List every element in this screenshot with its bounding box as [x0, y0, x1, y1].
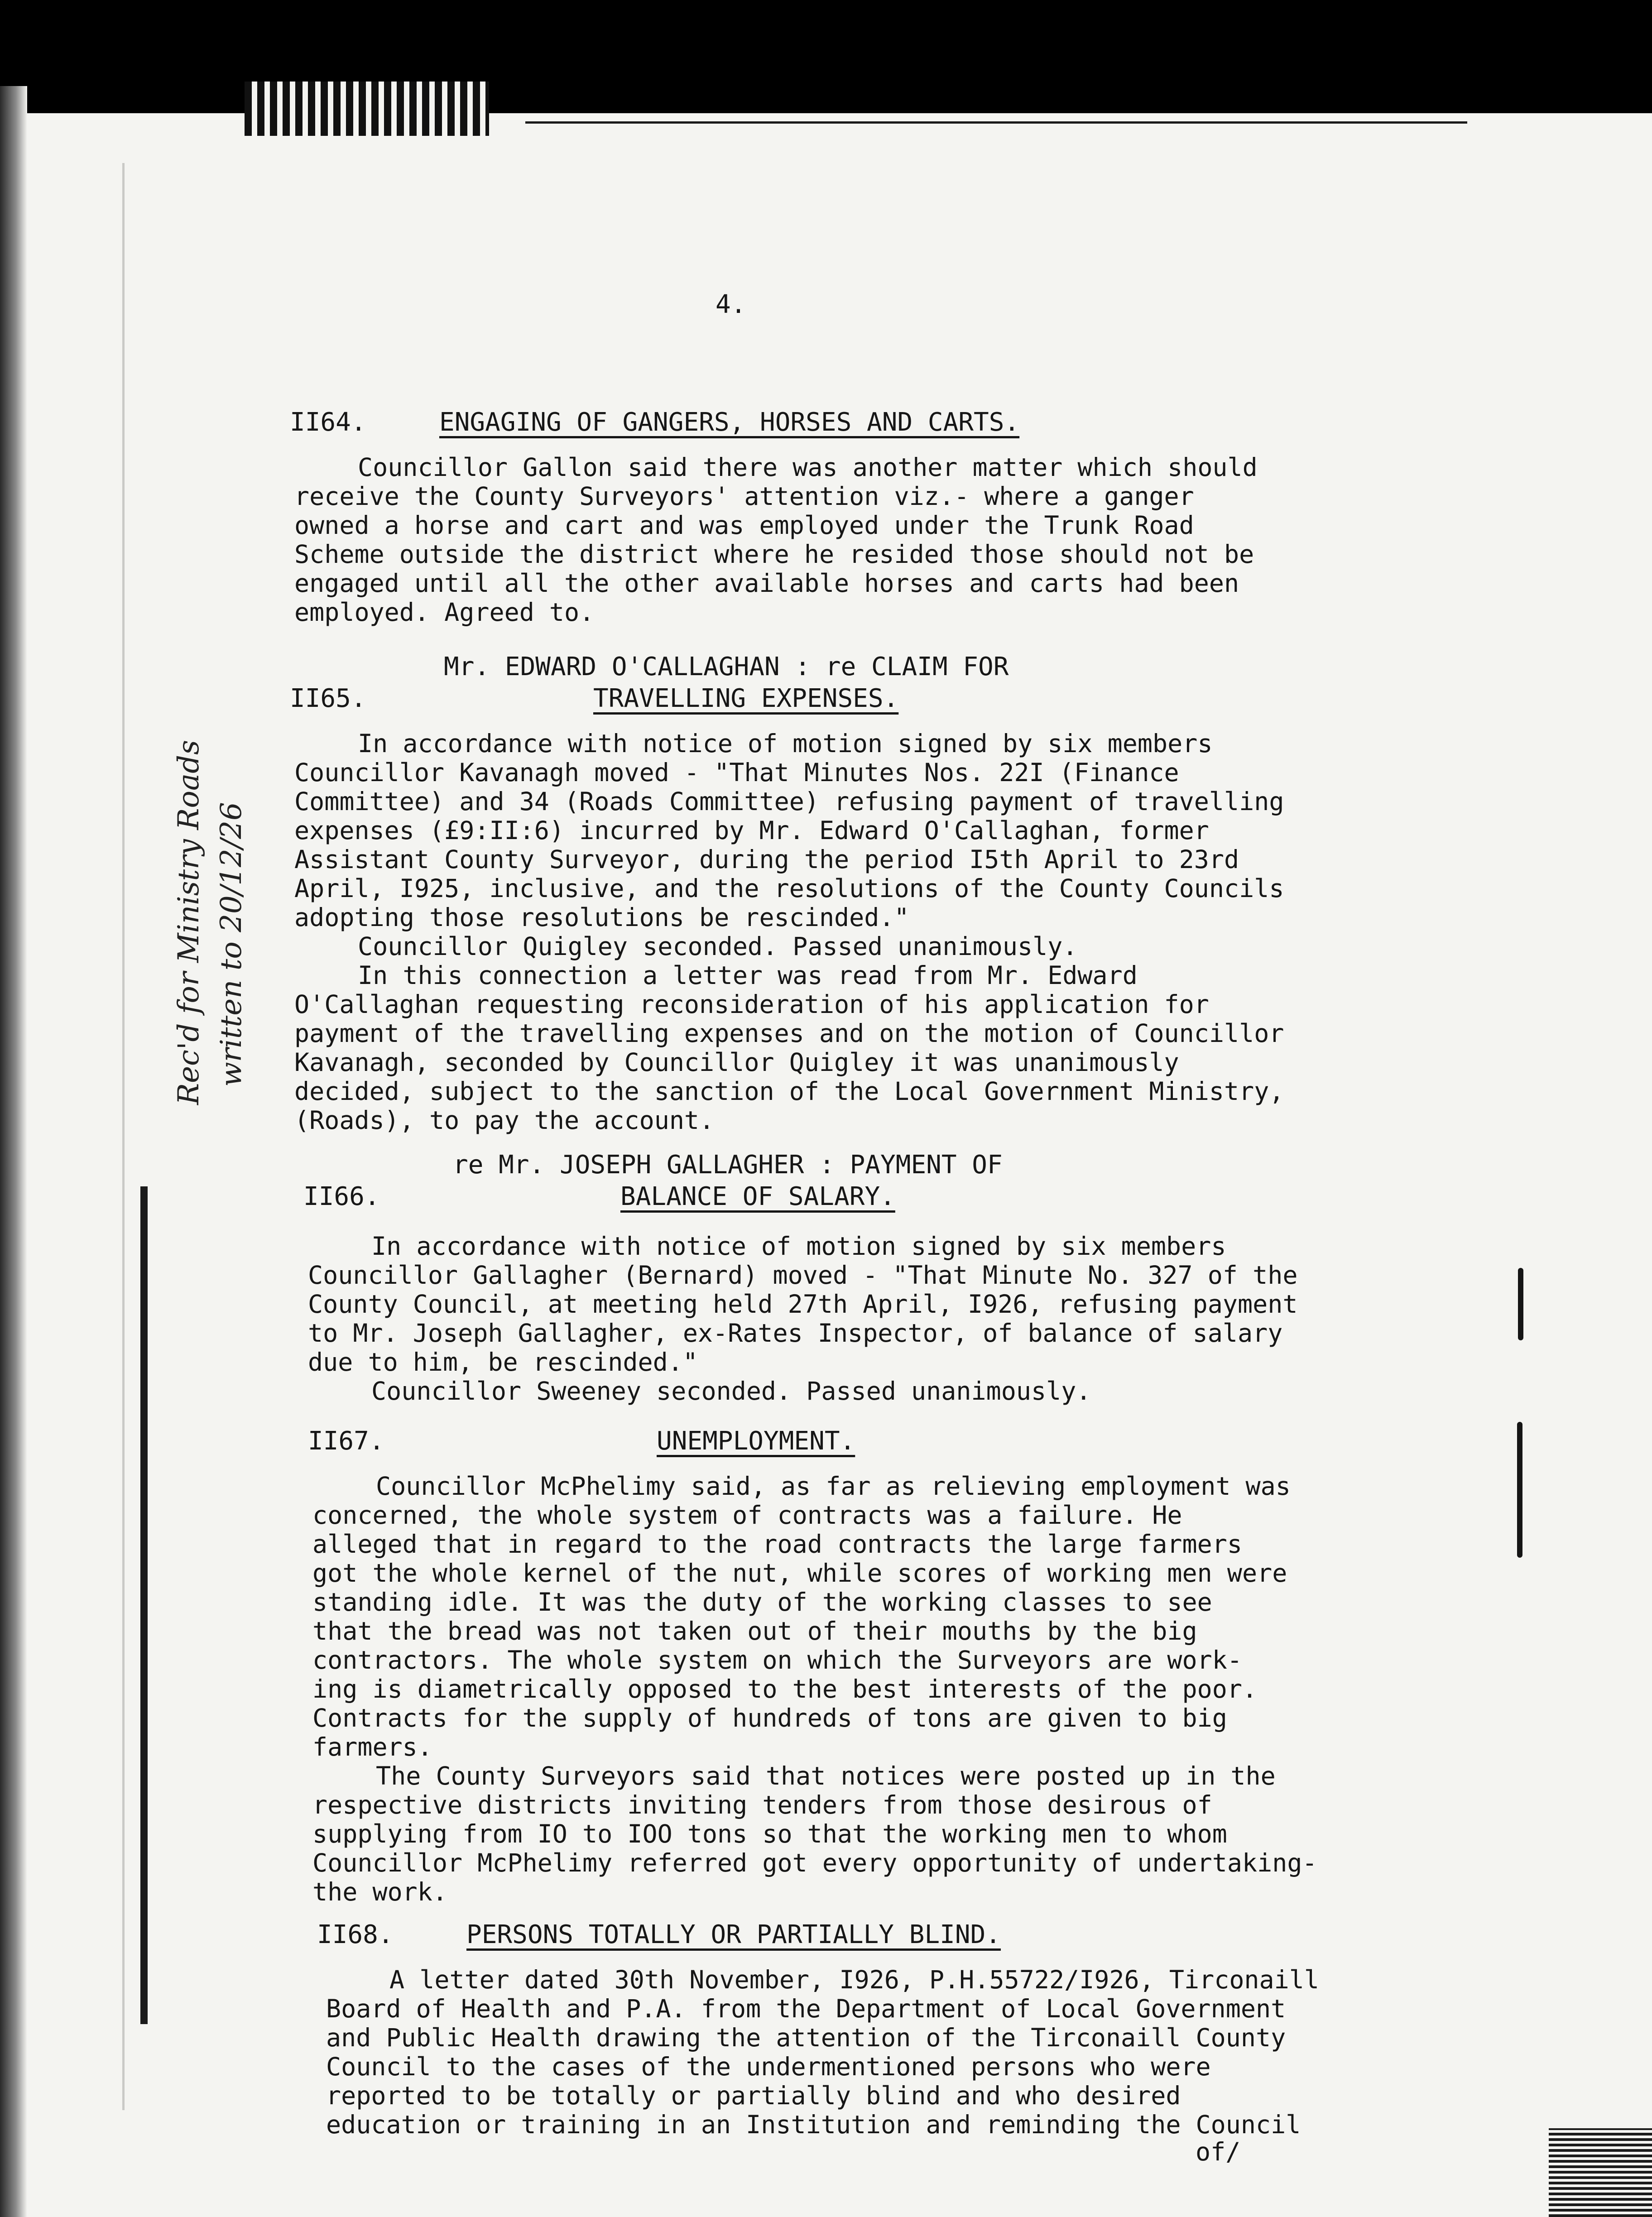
text-line: Councillor Gallagher (Bernard) moved - "That Minute No. 327 of the: [308, 1261, 1298, 1290]
text-line: Councillor McPhelimy referred got every opportunity of undertaking-: [312, 1848, 1317, 1877]
section-heading: [290, 684, 898, 713]
page-top-edge: [525, 113, 1467, 124]
text-line: payment of the travelling expenses and on the motion of Councillor: [294, 1019, 1284, 1048]
section-subheading: Mr. EDWARD O'CALLAGHAN : re CLAIM FOR: [444, 652, 1009, 681]
text-line: Councillor Gallon said there was another matter which should: [358, 453, 1258, 482]
page-left-edge: [0, 86, 27, 2217]
section-number: II65.: [290, 684, 366, 713]
text-line: decided, subject to the sanction of the Local Government Ministry,: [294, 1077, 1284, 1106]
section-body: [308, 1232, 1467, 1406]
text-line: Contracts for the supply of hundreds of tons are given to big: [312, 1704, 1227, 1732]
section-body: [312, 1472, 1472, 1906]
right-margin-mark: [1518, 1268, 1523, 1340]
binding-edge: [245, 82, 489, 136]
section-number: II66.: [303, 1182, 380, 1211]
section-title: PERSONS TOTALLY OR PARTIALLY BLIND.: [466, 1920, 1001, 1949]
text-line: standing idle. It was the duty of the working classes to see: [312, 1588, 1212, 1617]
section-number: II64.: [290, 408, 366, 437]
text-line: reported to be totally or partially blind and who desired: [326, 2081, 1181, 2110]
corner-scrap: [1549, 2128, 1652, 2217]
text-line: engaged until all the other available horses and carts had been: [294, 569, 1239, 598]
section-title: BALANCE OF SALARY.: [620, 1182, 895, 1211]
text-line: O'Callaghan requesting reconsideration of his application for: [294, 990, 1209, 1019]
section-heading: [303, 1182, 895, 1211]
leaf-edge-line: [122, 163, 125, 2110]
section-title: ENGAGING OF GANGERS, HORSES AND CARTS.: [439, 408, 1020, 437]
text-line: farmers.: [312, 1732, 432, 1761]
text-line: The County Surveyors said that notices were posted up in the: [376, 1761, 1276, 1790]
text-line: contractors. The whole system on which the Surveyors are work-: [312, 1646, 1242, 1675]
section-title: TRAVELLING EXPENSES.: [593, 684, 899, 713]
left-margin-strip: [140, 1186, 148, 2024]
text-line: to Mr. Joseph Gallagher, ex-Rates Inspector, of balance of salary: [308, 1319, 1283, 1348]
section-number: II67.: [308, 1426, 384, 1456]
text-line: education or training in an Institution and reminding the Council: [326, 2110, 1301, 2139]
text-line: Councillor McPhelimy said, as far as relieving employment was: [376, 1472, 1291, 1501]
section-subheading: re Mr. JOSEPH GALLAGHER : PAYMENT OF: [453, 1150, 1003, 1180]
section-heading: [317, 1920, 1001, 1949]
text-line: County Council, at meeting held 27th April, I926, refusing payment: [308, 1290, 1298, 1319]
margin-note-line: Rec'd for Ministry Roads: [172, 740, 206, 1105]
text-line: In accordance with notice of motion signed by six members: [371, 1232, 1226, 1261]
text-line: Councillor Sweeney seconded. Passed unanimously.: [371, 1377, 1091, 1406]
text-line: ing is diametrically opposed to the best interests of the poor.: [312, 1675, 1258, 1704]
section-body: [294, 729, 1454, 1135]
section-body: [294, 453, 1454, 627]
text-line: Councillor Kavanagh moved - "That Minutes Nos. 22I (Finance: [294, 758, 1179, 787]
margin-note-line: written to 20/12/26: [215, 802, 248, 1087]
text-line: Councillor Quigley seconded. Passed unanimously.: [358, 932, 1078, 961]
section-number: II68.: [317, 1920, 394, 1949]
text-line: employed. Agreed to.: [294, 598, 595, 627]
text-line: (Roads), to pay the account.: [294, 1106, 715, 1135]
text-line: respective districts inviting tenders from those desirous of: [312, 1790, 1212, 1819]
section-body: [326, 1965, 1485, 2139]
text-line: A letter dated 30th November, I926, P.H.55722/I926, Tirconaill: [389, 1965, 1319, 1994]
right-margin-mark: [1517, 1503, 1522, 1558]
section-heading: [290, 408, 1019, 437]
text-line: Kavanagh, seconded by Councillor Quigley it was unanimously: [294, 1048, 1179, 1077]
text-line: the work.: [312, 1877, 448, 1906]
handwritten-margin-note: [172, 740, 248, 1105]
text-line: Assistant County Surveyor, during the period I5th April to 23rd: [294, 845, 1239, 874]
text-line: due to him, be rescinded.": [308, 1348, 698, 1377]
text-line: Council to the cases of the undermentioned persons who were: [326, 2052, 1211, 2081]
text-line: Committee) and 34 (Roads Committee) refusing payment of travelling: [294, 787, 1284, 816]
page-turn-catchword: of/: [1196, 2137, 1241, 2166]
text-line: In accordance with notice of motion signed by six members: [358, 729, 1213, 758]
text-line: that the bread was not taken out of their mouths by the big: [312, 1617, 1197, 1646]
right-margin-mark: [1517, 1422, 1522, 1512]
section-title: UNEMPLOYMENT.: [657, 1426, 855, 1456]
text-line: April, I925, inclusive, and the resolutions of the County Councils: [294, 874, 1284, 903]
text-line: receive the County Surveyors' attention viz.- where a ganger: [294, 482, 1194, 511]
page-number: 4.: [716, 290, 746, 319]
text-line: and Public Health drawing the attention of the Tirconaill County: [326, 2023, 1286, 2052]
text-line: concerned, the whole system of contracts was a failure. He: [312, 1501, 1182, 1530]
text-line: expenses (£9:II:6) incurred by Mr. Edward O'Callaghan, former: [294, 816, 1209, 845]
text-line: In this connection a letter was read from Mr. Edward: [358, 961, 1138, 990]
text-line: got the whole kernel of the nut, while scores of working men were: [312, 1559, 1287, 1588]
text-line: Scheme outside the district where he resided those should not be: [294, 540, 1254, 569]
text-line: owned a horse and cart and was employed under the Trunk Road: [294, 511, 1194, 540]
text-line: Board of Health and P.A. from the Department of Local Government: [326, 1994, 1286, 2023]
text-line: adopting those resolutions be rescinded.": [294, 903, 909, 932]
text-line: supplying from IO to IOO tons so that the working men to whom: [312, 1819, 1227, 1848]
section-heading: [308, 1426, 855, 1456]
text-line: alleged that in regard to the road contracts the large farmers: [312, 1530, 1242, 1559]
